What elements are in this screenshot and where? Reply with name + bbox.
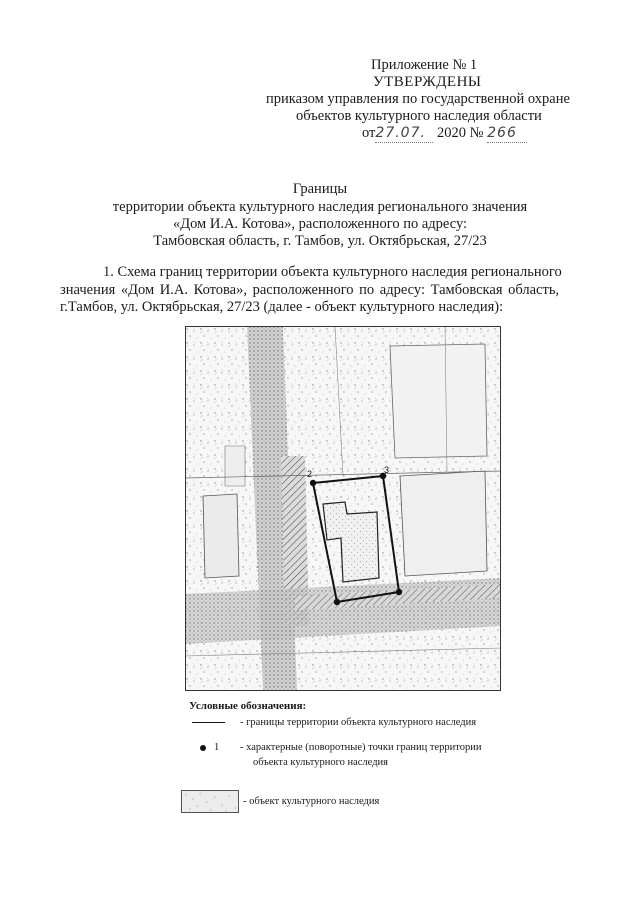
legend-points-text-1: - характерные (поворотные) точки границ территории [240, 742, 482, 753]
legend-point-icon [200, 745, 206, 751]
appendix-label: Приложение № 1 [371, 57, 478, 73]
legend-points-text-2: объекта культурного наследия [253, 757, 388, 768]
legend-object-text: - объект культурного наследия [243, 796, 380, 807]
legend-boundary-text: - границы территории объекта культурного наследия [240, 717, 477, 728]
building-upper-right [390, 344, 487, 458]
boundary-point [396, 589, 402, 595]
building-left [203, 494, 239, 578]
section1-line-1: 1. Схема границ территории объекта культурного наследия регионального [103, 264, 562, 280]
legend-boundary-line-icon [192, 722, 225, 723]
legend-point-marker: 1 [214, 742, 220, 753]
building-right [400, 471, 487, 576]
title-line-2: территории объекта культурного наследия регионального значения [112, 199, 528, 215]
legend-object-swatch-icon [181, 790, 239, 813]
legend-title: Условные обозначения: [189, 700, 307, 712]
boundary-point [334, 599, 340, 605]
section1-line-2: значения «Дом И.А. Котова», расположенного по адресу: Тамбовская область, [60, 282, 560, 298]
handwritten-date: 27.07. [375, 125, 433, 143]
approved-label: УТВЕРЖДЕНЫ [373, 74, 482, 90]
order-line-2: объектов культурного наследия области [296, 108, 542, 124]
building-left-2 [225, 446, 245, 486]
title-line-1: Границы [292, 181, 348, 197]
handwritten-number: 266 [487, 125, 527, 143]
title-line-3: «Дом И.А. Котова», расположенного по адресу: [172, 216, 468, 232]
section1-line-3: г.Тамбов, ул. Октябрьская, 27/23 (далее - объект культурного наследия): [60, 299, 504, 315]
order-line-1: приказом управления по государственной охране [266, 91, 570, 107]
title-line-4: Тамбовская область, г. Тамбов, ул. Октябрьская, 27/23 [153, 233, 487, 249]
date-prefix: от [362, 125, 376, 141]
order-year: 2020 № [437, 125, 484, 141]
order-date-line [362, 125, 527, 143]
point-label: 3 [384, 465, 390, 475]
boundary-scheme-map [185, 326, 501, 691]
boundary-point [310, 480, 316, 486]
point-label: 2 [307, 469, 313, 479]
